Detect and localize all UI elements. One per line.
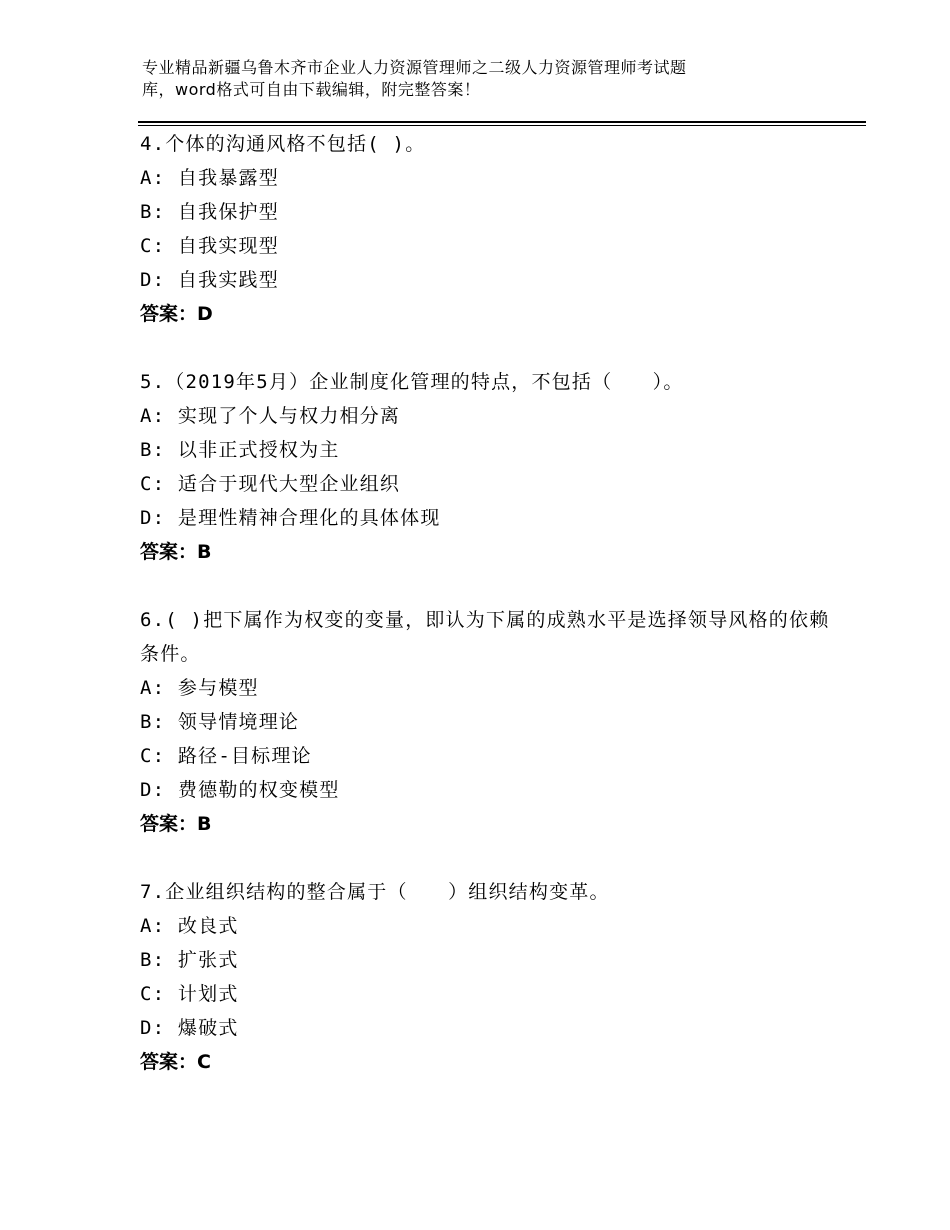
option-a: A: 实现了个人与权力相分离 — [140, 405, 401, 427]
header-divider-thin — [138, 125, 866, 126]
option-a: A: 改良式 — [140, 915, 239, 937]
option-d: D: 自我实践型 — [140, 269, 279, 291]
option-a: A: 自我暴露型 — [140, 167, 279, 189]
option-d: D: 费德勒的权变模型 — [140, 779, 340, 801]
question-text: 5.（2019年5月）企业制度化管理的特点，不包括（ ）。 — [140, 371, 684, 393]
question-text: 4.个体的沟通风格不包括( )。 — [140, 133, 426, 155]
question-6 — [140, 603, 840, 841]
answer: 答案：D — [140, 303, 213, 325]
option-c: C: 路径-目标理论 — [140, 745, 312, 767]
question-7 — [140, 875, 840, 1079]
question-text: 6.( )把下属作为权变的变量，即认为下属的成熟水平是选择领导风格的依赖条件。 — [140, 609, 830, 665]
option-c: C: 计划式 — [140, 983, 239, 1005]
question-5 — [140, 365, 840, 569]
option-d: D: 爆破式 — [140, 1017, 239, 1039]
question-list — [140, 127, 840, 1079]
option-d: D: 是理性精神合理化的具体体现 — [140, 507, 441, 529]
header-title-line-2: 库，word格式可自由下载编辑，附完整答案！ — [142, 80, 481, 99]
option-b: B: 扩张式 — [140, 949, 239, 971]
option-b: B: 以非正式授权为主 — [140, 439, 340, 461]
header-title-line-1: 专业精品新疆乌鲁木齐市企业人力资源管理师之二级人力资源管理师考试题 — [142, 58, 687, 77]
answer: 答案：B — [140, 541, 212, 563]
option-b: B: 领导情境理论 — [140, 711, 300, 733]
option-c: C: 自我实现型 — [140, 235, 279, 257]
question-4 — [140, 127, 840, 331]
question-gap — [140, 331, 840, 365]
question-gap — [140, 569, 840, 603]
answer: 答案：B — [140, 813, 212, 835]
option-c: C: 适合于现代大型企业组织 — [140, 473, 401, 495]
question-gap — [140, 841, 840, 875]
header-divider-thick — [138, 121, 866, 123]
answer: 答案：C — [140, 1051, 211, 1073]
question-text: 7.企业组织结构的整合属于（ ）组织结构变革。 — [140, 881, 610, 903]
option-a: A: 参与模型 — [140, 677, 259, 699]
option-b: B: 自我保护型 — [140, 201, 279, 223]
document-header — [142, 57, 782, 101]
